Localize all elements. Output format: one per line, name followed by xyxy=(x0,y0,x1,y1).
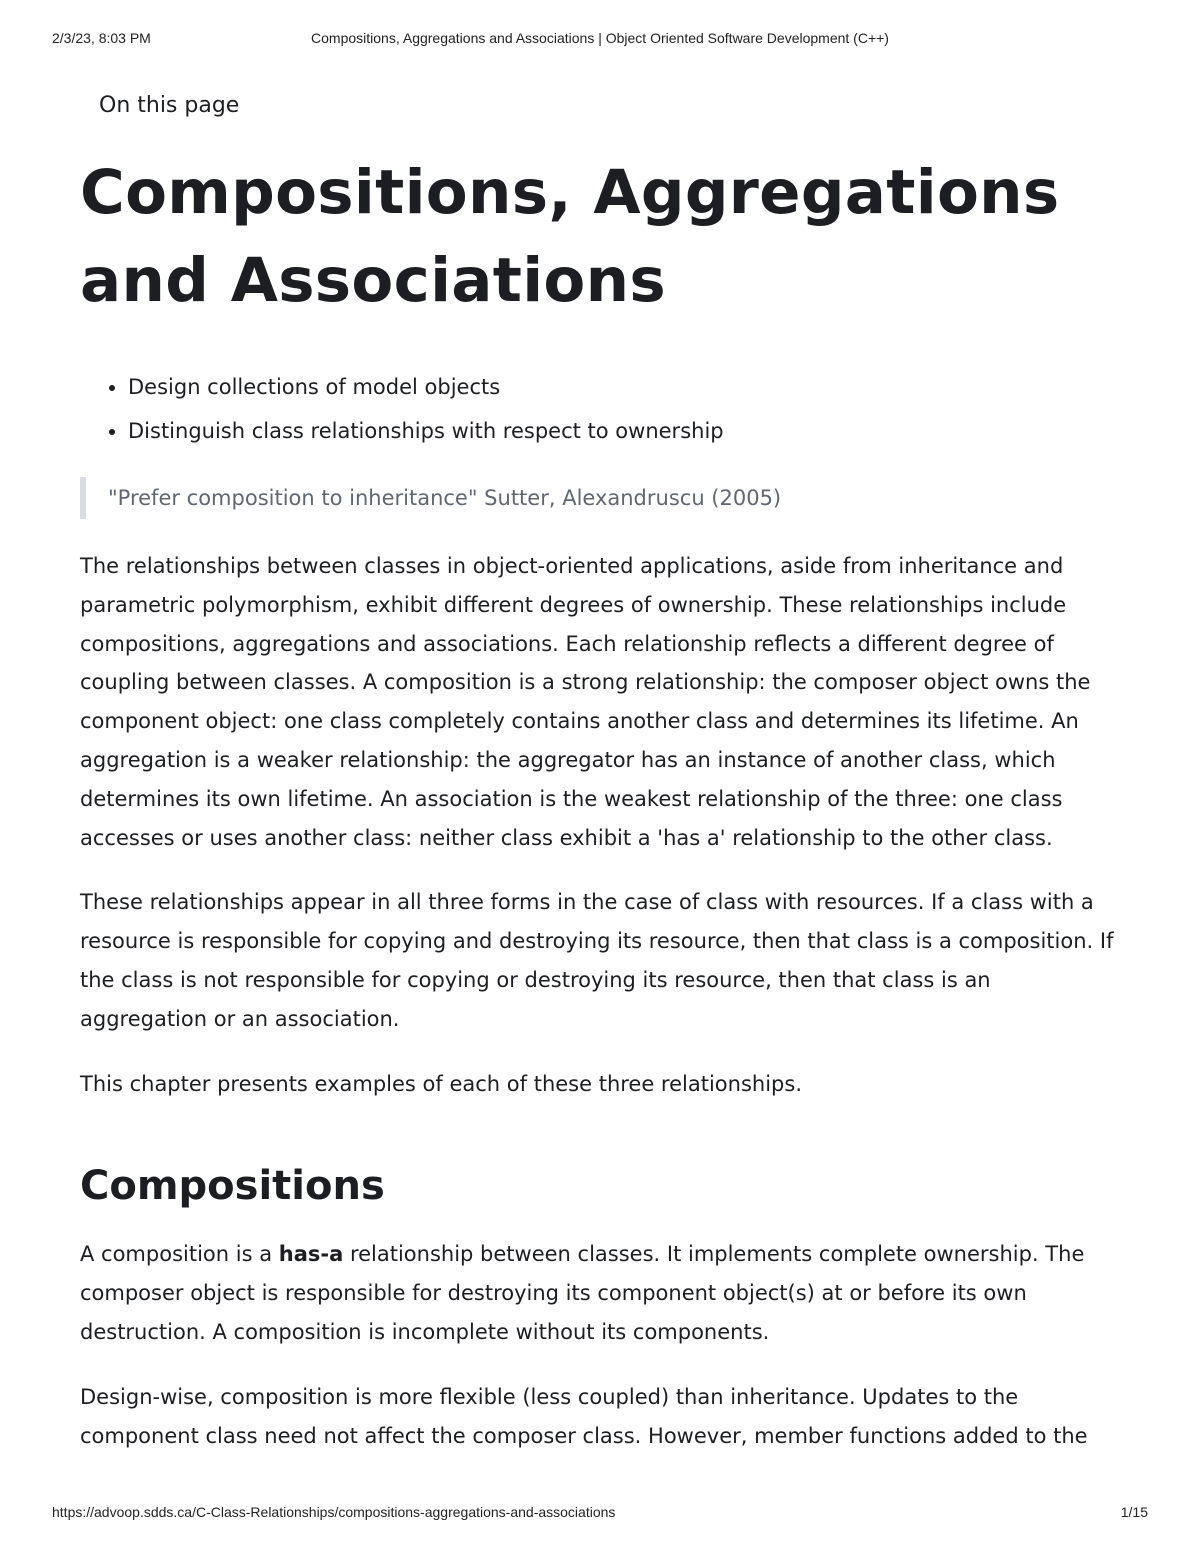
section-heading-compositions: Compositions xyxy=(80,1163,385,1210)
print-datetime: 2/3/23, 8:03 PM xyxy=(52,30,151,46)
list-item: • Design collections of model objects xyxy=(128,365,1120,409)
print-footer xyxy=(52,1504,1148,1524)
print-doc-title: Compositions, Aggregations and Associations | Object Oriented Software Development (C++) xyxy=(311,30,889,46)
objectives-list xyxy=(80,365,1120,453)
page-number: 1/15 xyxy=(1120,1504,1148,1520)
bold-term: has-a xyxy=(278,1242,344,1267)
list-item: • Distinguish class relationships with respect to ownership xyxy=(128,409,1120,453)
text-run: relationship between classes. It implements complete ownership. The composer object is responsible for destroying its component object(s) at or before its own destruction. A composition is incomplete without its components. xyxy=(80,1242,1085,1344)
intro-paragraph: The relationships between classes in object-oriented applications, aside from inheritance and parametric polymorphism, exhibit different degrees of ownership. These relationships include compositions, aggregations and associations. Each relationship reflects a different degree of coupling between classes. A composition is a strong relationship: the composer object owns the component object: one class completely contains another class and determines its lifetime. An aggregation is a weaker relationship: the aggregator has an instance of another class, which determines its own lifetime. An association is the weakest relationship of the three: one class accesses or uses another class: neither class exhibit a 'has a' relationship to the other class. xyxy=(80,554,1091,850)
print-url: https://advoop.sdds.ca/C-Class-Relationships/compositions-aggregations-and-associations xyxy=(52,1504,616,1520)
print-header xyxy=(52,30,1148,50)
text-run: A composition is a xyxy=(80,1242,279,1267)
article-content xyxy=(80,88,1120,1455)
quote-block: "Prefer composition to inheritance" Sutter, Alexandruscu (2005) xyxy=(80,477,1120,519)
intro-paragraph: This chapter presents examples of each of these three relationships. xyxy=(80,1071,802,1096)
compositions-paragraph xyxy=(80,1235,1120,1351)
intro-paragraph: These relationships appear in all three forms in the case of class with resources. If a class with a resource is responsible for copying and destroying its resource, then that class is a composition. If the class is not responsible for copying or destroying its resource, then that class is an aggregation or an association. xyxy=(80,890,1114,1031)
page-title: Compositions, Aggregations and Associations xyxy=(80,157,1060,316)
compositions-paragraph: Design-wise, composition is more flexible (less coupled) than inheritance. Updates to the component class need not affect the composer class. However, member functions added to the xyxy=(80,1384,1088,1448)
on-this-page-toggle[interactable]: On this page xyxy=(99,93,240,118)
